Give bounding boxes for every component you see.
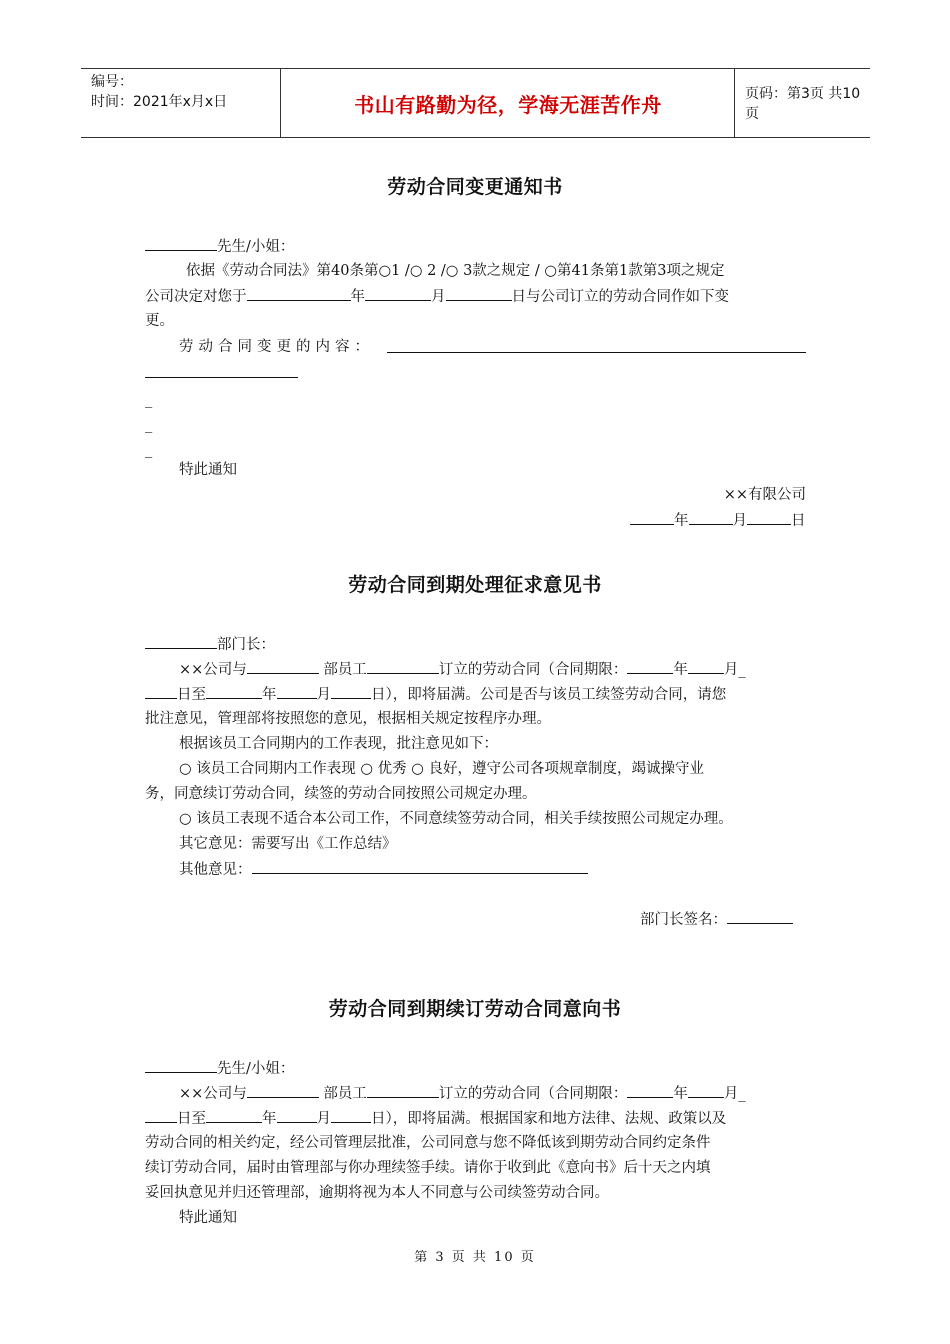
blank-field bbox=[247, 284, 351, 301]
section1-salutation: 先生/小姐： bbox=[145, 234, 294, 259]
blank-field bbox=[367, 657, 439, 674]
blank-field bbox=[688, 657, 724, 674]
section1-notice: 特此通知 bbox=[179, 462, 237, 478]
page-header bbox=[81, 68, 870, 138]
blank-field bbox=[206, 682, 262, 699]
dash-line-3: _ bbox=[145, 442, 153, 458]
section2-line2: 日至 年 月 日），即将届满。公司是否与该员工续签劳动合同，请您 bbox=[145, 682, 726, 707]
section2-line6: 务，同意续订劳动合同，续签的劳动合同按照公司规定办理。 bbox=[145, 786, 537, 802]
dash-line-2: _ bbox=[145, 417, 153, 433]
blank-field bbox=[145, 632, 217, 649]
blank-field bbox=[747, 508, 791, 525]
blank-field bbox=[145, 1106, 177, 1123]
document-number: 编号： bbox=[91, 74, 133, 90]
section2-line4: 根据该员工合同期内的工作表现，批注意见如下： bbox=[179, 736, 498, 752]
section3-title: 劳动合同到期续订劳动合同意向书 bbox=[328, 998, 622, 1020]
opinion-blank[interactable] bbox=[252, 857, 588, 874]
blank-field bbox=[145, 1056, 217, 1073]
blank-field bbox=[331, 1106, 371, 1123]
section2-line1: ××公司与 部员工 订立的劳动合同（合同期限： 年 月_ bbox=[179, 657, 746, 682]
header-page-cell bbox=[735, 69, 870, 137]
section1-date: 年 月 日 bbox=[630, 508, 806, 533]
blank-field bbox=[688, 1081, 724, 1098]
section1-title: 劳动合同变更通知书 bbox=[387, 176, 563, 198]
blank-field bbox=[277, 682, 317, 699]
section3-line5: 妥回执意见并归还管理部，逾期将视为本人不同意与公司续签劳动合同。 bbox=[145, 1185, 609, 1201]
option-renew[interactable]: ○ 该员工合同期内工作表现 ○ 优秀 ○ 良好，遵守公司各项规章制度，竭诚操守业 bbox=[179, 761, 704, 777]
section1-para-line1: 依据《劳动合同法》第40条第○1 /○ 2 /○ 3款之规定 / ○第41条第1款第3项之规定 bbox=[186, 263, 725, 279]
blank-field bbox=[247, 1081, 319, 1098]
blank-field bbox=[365, 284, 431, 301]
blank-field bbox=[446, 284, 512, 301]
blank-field bbox=[689, 508, 733, 525]
document-time: 时间：2021年x月x日 bbox=[91, 94, 228, 110]
section2-other-opinion-field: 其他意见： bbox=[179, 857, 588, 882]
company-name: ××有限公司 bbox=[723, 487, 806, 503]
blank-field bbox=[627, 657, 673, 674]
blank-field bbox=[630, 508, 674, 525]
change-content-line bbox=[387, 352, 806, 353]
change-content-label: 劳动合同变更的内容： bbox=[179, 339, 374, 355]
section2-title: 劳动合同到期处理征求意见书 bbox=[348, 574, 602, 596]
section3-line3: 劳动合同的相关约定，经公司管理层批准，公司同意与您不降低该到期劳动合同约定条件 bbox=[145, 1135, 711, 1151]
blank-field bbox=[627, 1081, 673, 1098]
section1-para-line3: 更。 bbox=[145, 313, 174, 329]
blank-field bbox=[145, 682, 177, 699]
section3-notice: 特此通知 bbox=[179, 1210, 237, 1226]
header-info bbox=[81, 69, 281, 137]
motto: 书山有路勤为径，学海无涯苦作舟 bbox=[354, 92, 662, 117]
department-head-signature: 部门长签名： bbox=[640, 907, 793, 932]
section3-salutation: 先生/小姐： bbox=[145, 1056, 294, 1081]
blank-field bbox=[277, 1106, 317, 1123]
page-footer: 第 3 页 共 10 页 bbox=[414, 1250, 536, 1265]
blank-field bbox=[367, 1081, 439, 1098]
blank-field bbox=[331, 682, 371, 699]
blank-field bbox=[145, 234, 217, 251]
section3-line1: ××公司与 部员工 订立的劳动合同（合同期限： 年 月_ bbox=[179, 1081, 746, 1106]
section1-para-line2: 公司决定对您于 年 月 日与公司订立的劳动合同作如下变 bbox=[145, 284, 729, 309]
change-content-line-2 bbox=[145, 377, 298, 378]
signature-blank[interactable] bbox=[727, 907, 793, 924]
option-not-renew[interactable]: ○ 该员工表现不适合本公司工作，不同意续签劳动合同，相关手续按照公司规定办理。 bbox=[179, 811, 733, 827]
page-indicator: 页码：第3页 共10页 bbox=[745, 86, 861, 122]
section2-salutation: 部门长： bbox=[145, 632, 275, 657]
section2-other-opinion: 其它意见：需要写出《工作总结》 bbox=[179, 836, 397, 852]
blank-field bbox=[247, 657, 319, 674]
dash-line-1: _ bbox=[145, 392, 153, 408]
section3-line2: 日至 年 月 日），即将届满。根据国家和地方法律、法规、政策以及 bbox=[145, 1106, 726, 1131]
section2-line3: 批注意见，管理部将按照您的意见，根据相关规定按程序办理。 bbox=[145, 711, 551, 727]
header-motto-cell bbox=[282, 69, 735, 137]
blank-field bbox=[206, 1106, 262, 1123]
section3-line4: 续订劳动合同，届时由管理部与你办理续签手续。请你于收到此《意向书》后十天之内填 bbox=[145, 1160, 711, 1176]
